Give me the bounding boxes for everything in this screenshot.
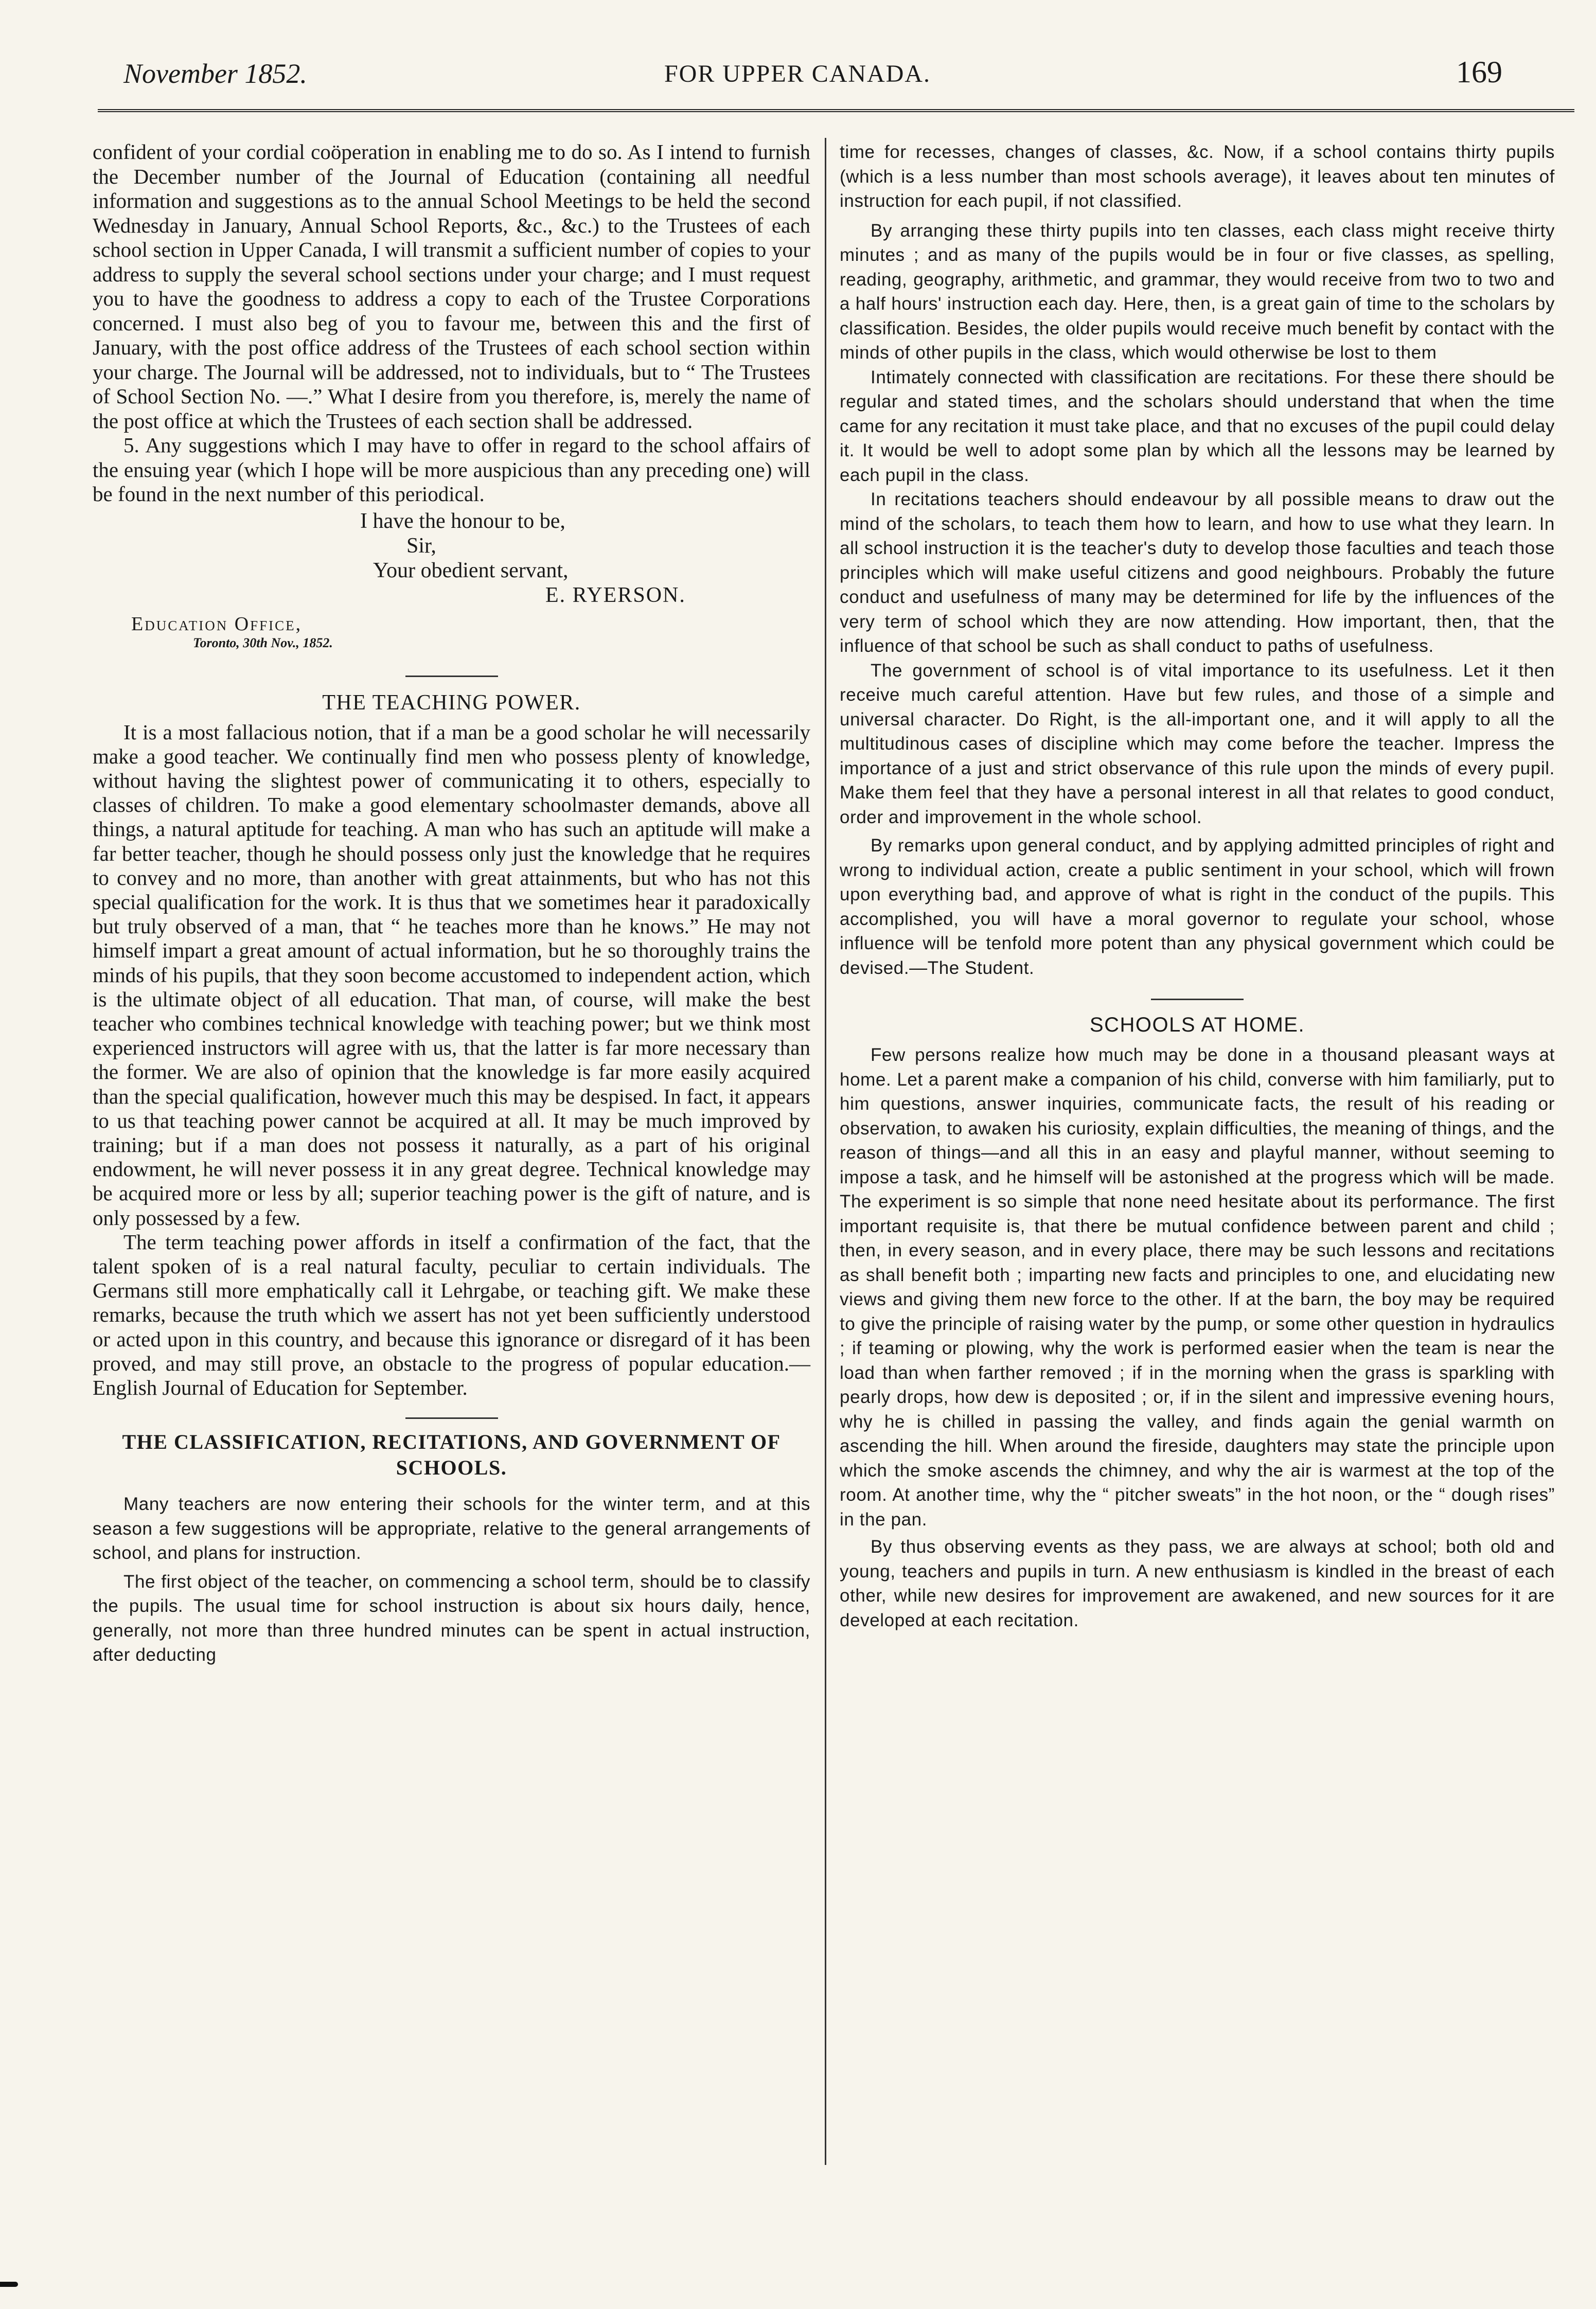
header-rule [98, 109, 1574, 112]
dateline [93, 613, 810, 651]
article-paragraph: The term teaching power affords in itself a confirmation of the fact, that the talent spoken of is a real natural faculty, peculiar to certain individuals. The Germans still more emphatically call it Lehrgabe, or teaching gift. We make these remarks, because the truth which we assert has not yet been sufficiently understood or acted upon in this country, and because this ignorance or disregard of it has been proved, and may still prove, an obstacle to the progress of popular education.—English Journal of Education for September. [93, 1230, 810, 1399]
article-title-classification: THE CLASSIFICATION, RECITATIONS, AND GOVERNMENT OF SCHOOLS. [122, 1430, 781, 1480]
column-divider [825, 138, 826, 2165]
article-paragraph: By thus observing events as they pass, we are always at school; both old and young, teachers and pupils in turn. A new enthusiasm is kindled in the breast of each other, while new desires for improvement are awakened, and new sources for it are developed at each recitation. [840, 1537, 1555, 1630]
closing-line: Sir, [406, 534, 436, 558]
article-paragraph: Intimately connected with classification are recitations. For these there should be regular and stated times, and the scholars should understand that when the time came for any recitation it must take place, and that no excuses of the pupil could delay it. It would be well to adopt some plan by which all the lessons may be learned by each pupil in the class. [840, 367, 1555, 485]
article-paragraph: time for recesses, changes of classes, &c. Now, if a school contains thirty pupils (which is a less number than most schools average), it leaves about ten minutes of instruction for each pupil, if not classified. [840, 142, 1555, 211]
article-title-teaching-power: THE TEACHING POWER. [322, 690, 581, 715]
running-head [93, 55, 1502, 104]
article-paragraph: By arranging these thirty pupils into ten classes, each class might receive thirty minutes ; and as many of the pupils would be in four or five classes, as spelling, reading, geography, arithmetic, and grammar, they would receive from two to two and a half hours' instruction each day. Here, then, is a great gain of time to the scholars by classification. Besides, the older pupils would receive much benefit by contact with the minds of other pupils in the class, which would otherwise be lost to them [840, 220, 1555, 363]
section-rule [405, 676, 498, 677]
closing-line: I have the honour to be, [360, 509, 565, 533]
section-rule [1151, 999, 1244, 1000]
article-paragraph: In recitations teachers should endeavour by all possible means to draw out the mind of the scholars, to teach them how to learn, and how to use what they learn. In all school instruction it is the teacher's duty to develop those faculties and teach those principles which will make useful citizens and good neighbours. Probably the future conduct and usefulness of many may be determined for life by the influences of the very term of school which they are now attending. How important, then, that the influence of that school be such as shall conduct to paths of usefulness. [840, 489, 1555, 656]
letter-closing [93, 509, 810, 608]
article-paragraph: The government of school is of vital importance to its usefulness. Let it then receive much careful attention. Have but few rules, and those of a simple and universal character. Do Right, is the all-important one, and it will apply to all the multitudinous cases of discipline which may come before the teacher. Impress the importance of a just and strict observance of this rule upon the minds of every pupil. Make them feel that they have a personal interest in all that relates to good conduct, order and improvement in the whole school. [840, 660, 1555, 827]
letter-paragraph: 5. Any suggestions which I may have to offer in regard to the school affairs of the ensuing year (which I hope will be more auspicious than any preceding one) will be found in the next number of this periodical. [93, 433, 810, 506]
section-rule [405, 1417, 498, 1419]
dateline-place: Toronto, 30th Nov., 1852. [193, 635, 333, 650]
signature: E. RYERSON. [545, 583, 686, 607]
page-edge-mark [0, 2282, 18, 2287]
article-paragraph: The first object of the teacher, on commencing a school term, should be to classify the pupils. The usual time for school instruction is about six hours daily, hence, generally, not more than three hundred minutes can be spent in actual instruction, after deducting [93, 1571, 810, 1665]
letter-paragraph: confident of your cordial coöperation in enabling me to do so. As I intend to furnish the December number of the Journal of Education (containing all needful information and suggestions as to the annual School Meetings to be held the second Wednesday in January, Annual School Reports, &c., &c.) to the Trustees of each school section in Upper Canada, I will transmit a sufficient number of copies to your address to supply the several school sections under your charge; and I must request you to have the goodness to address a copy to each of the Trustee Corporations concerned. I must also beg of you to favour me, between this and the first of January, with the post office address of the Trustees of each school section within your charge. The Journal will be addressed, not to individuals, but to “ The Trustees of School Section No. —.” What I desire from you therefore, is, merely the name of the post office at which the Trustees of each section shall be addressed. [93, 140, 810, 433]
dateline-office: Education Office, [131, 613, 303, 635]
article-paragraph: Many teachers are now entering their schools for the winter term, and at this season a few suggestions will be appropriate, relative to the general arrangements of school, and plans for instruction. [93, 1494, 810, 1564]
article-title-schools-at-home: SCHOOLS AT HOME. [1089, 1014, 1305, 1036]
article-paragraph: Few persons realize how much may be done in a thousand pleasant ways at home. Let a parent make a companion of his child, converse with him familiarly, put to him questions, answer inquiries, communicate facts, the result of his reading or observation, to awaken his curiosity, explain difficulties, the meaning of things, and the reason of things—and all this in an easy and playful manner, without seeming to impose a task, and he himself will be astonished at the progress which will be made. The experiment is so simple that none need hesitate about its performance. The first important requisite is, that there be mutual confidence between parent and child ; then, in every season, and in every place, there may be such lessons and recitations as shall benefit both ; imparting new facts and principles to one, and elucidating new views and giving them new force to the other. If at the barn, the boy may be required to give the principle of raising water by the pump, or some other question in hydraulics ; if teaming or plowing, why the work is performed easier when the team is near the load than when farther removed ; if in the morning when the grass is sparkling with pearly drops, how dew is deposited ; or, if in the silent and impressive evening hours, why he is chilled in passing the valley, and finds again the genial warmth on ascending the hill. When around the fireside, daughters may state the principle upon which the smoke ascends the chimney, and why the air is warmest at the top of the room. At another time, why the “ pitcher sweats” in the hot noon, or the “ dough rises” in the pan. [840, 1045, 1555, 1530]
left-column [93, 140, 810, 1667]
right-column [840, 140, 1555, 1632]
page-number: 169 [1456, 55, 1502, 89]
article-paragraph: It is a most fallacious notion, that if a man be a good scholar he will necessarily make a good teacher. We continually find men who possess plenty of knowledge, without having the slightest power of communicating it to others, especially to classes of children. To make a good elementary schoolmaster demands, above all things, a natural aptitude for teaching. A man who has such an aptitude will make a far better teacher, though he should possess only just the knowledge that he requires to convey and no more, than another with great attainments, but who has not this special qualification for the work. It is thus that we sometimes hear it paradoxically but truly observed of a man, that “ he teaches more than he knows.” He may not himself impart a great amount of actual information, but he so thoroughly trains the minds of his pupils, that they soon become accustomed to independent action, which is the ultimate object of all education. That man, of course, will make the best teacher who combines technical knowledge with teaching power; but we think most experienced instructors will agree with us, that the latter is far more necessary than the former. We are also of opinion that the knowledge is far more easily acquired than the special qualification, however much this may be despised. In fact, it appears to us that teaching power cannot be acquired at all. It may be much improved by training; but if a man does not possess it naturally, as a part of his original endowment, he will never possess it in any great degree. Technical knowledge may be acquired more or less by all; superior teaching power is the gift of nature, and is only possessed by a few. [93, 720, 810, 1230]
issue-date: November 1852. [123, 58, 307, 89]
closing-line: Your obedient servant, [373, 558, 569, 582]
journal-title: FOR UPPER CANADA. [664, 60, 931, 87]
article-paragraph: By remarks upon general conduct, and by applying admitted principles of right and wrong to individual action, create a public sentiment in your school, which will frown upon everything bad, and approve of what is right in the conduct of the pupils. This accomplished, you will have a moral governor to regulate your school, whose influence will be tenfold more potent than any physical government which could be devised.—The Student. [840, 836, 1555, 978]
